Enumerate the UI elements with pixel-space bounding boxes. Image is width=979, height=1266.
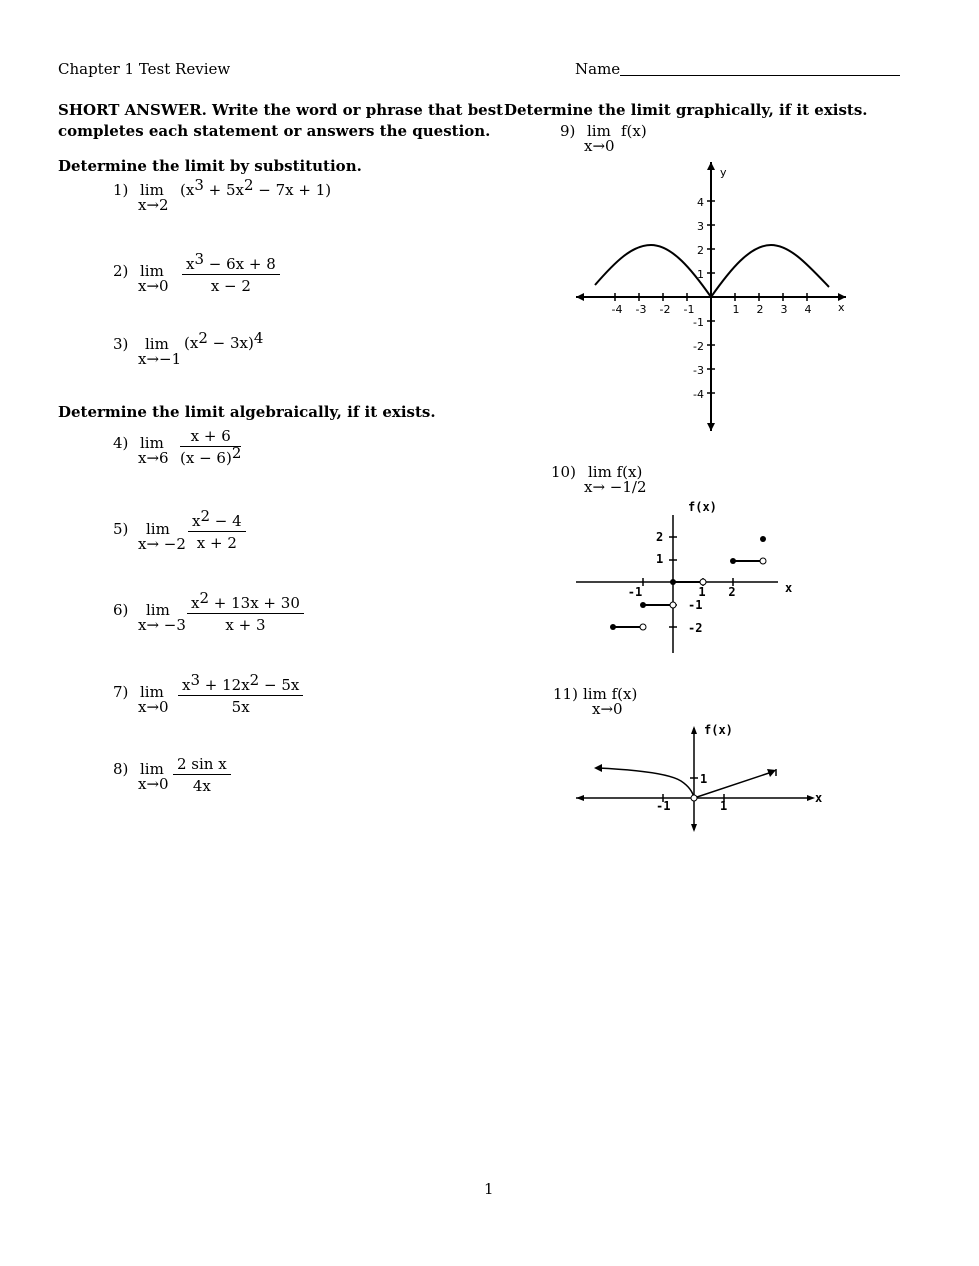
x-tick-label: 1 [698, 585, 706, 599]
lim-approach: x→0 [592, 700, 623, 718]
problem-number: 3) [113, 335, 129, 353]
x-tick-label: -1 [683, 303, 695, 316]
y-axis-label: f(x) [688, 500, 717, 514]
open-point [691, 795, 697, 801]
y-tick-label: 2 [656, 530, 664, 544]
page-number: 1 [484, 1180, 494, 1198]
lim-approach: x→ −2 [138, 535, 186, 553]
x-tick-label: 2 [756, 303, 764, 316]
y-tick-label: 2 [697, 244, 704, 257]
lim-approach: x→2 [138, 196, 169, 214]
problem-number: 4) [113, 434, 129, 452]
denominator: $(x - 6)^2$ [180, 443, 242, 467]
denominator: x + 3 [225, 616, 266, 634]
y-tick-label: -1 [693, 316, 704, 329]
y-axis-arrow-up [691, 726, 697, 734]
lim-approach: x→ −3 [138, 616, 186, 634]
x-tick-label: 4 [804, 303, 812, 316]
expression: $(x^3 + 5x^2 - 7x + 1)$ [180, 175, 332, 199]
y-tick-label: 1 [697, 268, 704, 281]
y-tick-label: -1 [688, 598, 703, 612]
section-substitution: Determine the limit by substitution. [58, 157, 362, 175]
x-tick-label: 1 [732, 303, 740, 316]
x-axis-label: x [815, 791, 823, 805]
y-tick-label: -3 [693, 364, 704, 377]
left-curve [598, 768, 694, 798]
y-tick-label: 1 [700, 772, 708, 786]
lim-label: lim [146, 520, 170, 538]
y-axis-label: f(x) [704, 723, 733, 737]
y-axis-arrow-down [691, 824, 697, 832]
lim-approach: x→0 [584, 137, 615, 155]
y-tick-label: 4 [697, 196, 704, 209]
problem-number: 10) [551, 463, 576, 481]
x-axis-arrow-right [807, 795, 815, 801]
lim-label: lim [140, 181, 164, 199]
x-tick-label: 1 [720, 799, 728, 813]
function-label: f(x) [621, 122, 647, 140]
problem-number: 1) [113, 181, 129, 199]
denominator: x + 2 [196, 534, 237, 552]
y-tick-label: 1 [656, 552, 664, 566]
problem-number: 6) [113, 601, 129, 619]
y-tick-label: -4 [693, 388, 704, 401]
worksheet-title: Chapter 1 Test Review [58, 60, 231, 78]
lim-label: lim f(x) [588, 463, 643, 481]
numerator: $x^2 + 13x + 30$ [187, 594, 304, 614]
problem-number: 2) [113, 262, 129, 280]
y-axis-label: y [720, 166, 727, 179]
lim-label: lim [587, 122, 611, 140]
lim-approach: x→ −1/2 [584, 478, 647, 496]
lim-label: lim f(x) [583, 685, 638, 703]
x-tick-label: 3 [780, 303, 788, 316]
numerator: $x^3 + 12x^2 - 5x$ [178, 676, 303, 696]
name-label: Name [575, 60, 621, 78]
denominator: x − 2 [210, 277, 251, 295]
lim-label: lim [140, 262, 164, 280]
lim-label: lim [140, 760, 164, 778]
section-graphical: Determine the limit graphically, if it exists. [504, 101, 868, 119]
expression: $(x^2 - 3x)^4$ [184, 328, 264, 352]
problem-number: 5) [113, 520, 129, 538]
y-tick-label: -2 [688, 621, 703, 635]
lim-label: lim [140, 683, 164, 701]
x-tick-label: -2 [659, 303, 671, 316]
lim-approach: x→0 [138, 775, 169, 793]
numerator: $x^2 - 4$ [188, 512, 246, 532]
lim-label: lim [140, 434, 164, 452]
x-axis-arrow-left [576, 795, 584, 801]
lim-label: lim [146, 601, 170, 619]
x-axis-label: x [785, 581, 793, 595]
instructions-line-1: SHORT ANSWER. Write the word or phrase that best [58, 101, 504, 119]
denominator: 4x [192, 777, 211, 795]
problem-number: 9) [560, 122, 576, 140]
lim-approach: x→6 [138, 449, 169, 467]
instructions-line-2: completes each statement or answers the question. [58, 122, 491, 140]
numerator: $x^3 - 6x + 8$ [182, 255, 280, 275]
lim-label: lim [145, 335, 169, 353]
x-tick-label: -4 [611, 303, 623, 316]
lim-approach: x→0 [138, 277, 169, 295]
y-tick-label: -2 [693, 340, 704, 353]
x-tick-label: -1 [656, 799, 671, 813]
problem-number: 8) [113, 760, 129, 778]
numerator: 2 sin x [173, 755, 231, 775]
problem-number: 7) [113, 683, 129, 701]
lim-approach: x→−1 [138, 350, 182, 368]
x-tick-label: -1 [627, 585, 643, 599]
section-algebraic: Determine the limit algebraically, if it exists. [58, 403, 436, 421]
left-curve-arrow [594, 764, 602, 772]
problem-number: 11) [553, 685, 578, 703]
x-tick-label: 2 [728, 585, 736, 599]
x-axis-label: x [838, 301, 845, 314]
y-tick-label: 3 [697, 220, 704, 233]
x-tick-label: -3 [635, 303, 647, 316]
numerator: x + 6 [180, 427, 241, 447]
lim-approach: x→0 [138, 698, 169, 716]
denominator: 5x [231, 698, 250, 716]
